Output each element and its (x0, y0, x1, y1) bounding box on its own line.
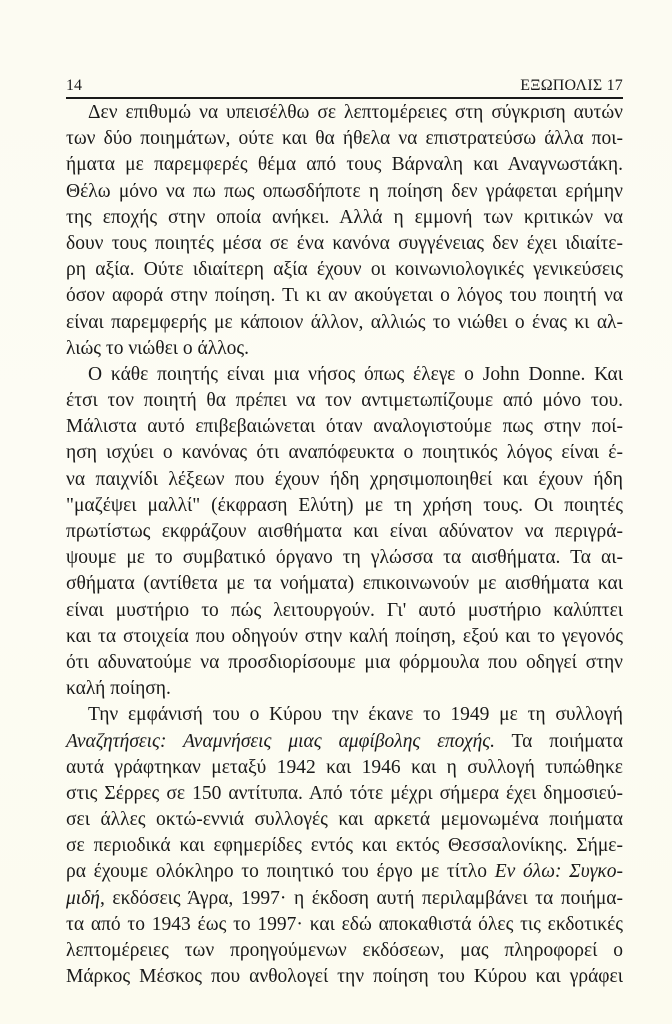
page-number: 14 (66, 77, 82, 94)
text-line: Ο κάθε ποιητής είναι μια νήσος όπως έλεγε ο John Donne. Και (88, 363, 623, 385)
text-line-with-title (66, 886, 623, 912)
text-fragment: ρα έχουμε ολόκληρο το ποιητικό του έργο με τίτλο (66, 861, 487, 883)
text-line: έτσι τον ποιητή θα πρέπει να τον αντιμετωπίζουμε από μόνο του. (66, 390, 623, 412)
text-line-with-title (66, 729, 623, 755)
text-line: Θέλω μόνο να πω πως οπωσδήποτε η ποίηση δεν γράφεται ερήμην (66, 180, 623, 202)
text-line: της εποχής στην οποία ανήκει. Αλλά η εμμονή των κριτικών να (66, 206, 623, 228)
text-line: Μάλιστα αυτό επιβεβαιώνεται όταν αναλογιστούμε πως στην ποί- (66, 416, 623, 438)
text-line: ηση ισχύει ο κανόνας ότι αναπόφευκτα ο ποιητικός λόγος είναι έ- (66, 442, 623, 464)
text-line: σθήματα (αντίθετα με τα νοήματα) επικοινωνούν με αισθήματα και (66, 573, 623, 595)
book-title-italic: μιδή (66, 887, 100, 909)
text-line: Την εμφάνισή του ο Κύρου την έκανε το 1949 με τη συλλογή (88, 704, 623, 726)
text-line: σει άλλες οκτώ-εννιά συλλογές και αρκετά μεμονωμένα ποιήματα (66, 809, 623, 831)
text-line: ότι αδυνατούμε να προσδιορίσουμε μια φόρμουλα που οδηγεί στην (66, 651, 623, 673)
text-line: ψουμε με το συμβατικό όργανο τη γλώσσα τα αισθήματα. Τα αι- (66, 547, 623, 569)
paragraph-3 (66, 702, 623, 990)
text-line: λιώς το νιώθει ο άλλος. (66, 337, 250, 359)
body-text (66, 100, 623, 990)
header-rule (66, 97, 623, 99)
text-line: είναι παρεμφερής με κάποιον άλλον, αλλιώς το νιώθει ο ένας κι αλ- (66, 311, 623, 333)
book-title-italic: Αναζητήσεις: Αναμνήσεις μιας αμφίβολης εποχής. (66, 730, 496, 752)
text-fragment: , εκδόσεις Άγρα, 1997· η έκδοση αυτή περιλαμβάνει τα ποιήμα- (99, 887, 623, 909)
text-line: λεπτομέρειες των προηγούμενων εκδόσεων, μας πληροφορεί ο (66, 940, 623, 961)
text-fragment: Τα ποιήματα (495, 730, 623, 752)
paragraph-2 (66, 362, 623, 702)
text-line: να παιχνίδι λέξεων που έχουν ήδη χρησιμοποιηθεί και έχουν ήδη (66, 468, 623, 490)
text-line: σε περιοδικά και εφημερίδες εντός και εκτός Θεσσαλονίκης. Σήμε- (66, 835, 623, 857)
book-title-italic: Εν όλω: Συγκο- (494, 861, 623, 883)
text-line: "μαζέψει μαλλί" (έκφραση Ελύτη) με τη χρήση τους. Οι ποιητές (66, 494, 623, 516)
text-line: στις Σέρρες σε 150 αντίτυπα. Από τότε μέχρι σήμερα έχει δημοσιεύ- (66, 782, 623, 804)
text-line: είναι μυστήριο το πώς λειτουργούν. Γι' αυτό μυστήριο καλύπτει (66, 599, 623, 621)
text-line: και τα στοιχεία που οδηγούν στην καλή ποίηση, εξού και το γεγονός (66, 625, 623, 647)
text-line: ήματα με παρεμφερές θέμα από τους Βάρναλη και Αναγνωστάκη. (66, 154, 623, 176)
text-line: Δεν επιθυμώ να υπεισέλθω σε λεπτομέρειες στη σύγκριση αυτών (88, 102, 623, 123)
text-line: αυτά γράφτηκαν μεταξύ 1942 και 1946 και η συλλογή τυπώθηκε (66, 756, 623, 778)
text-line: ρη αξία. Ούτε ιδιαίτερη αξία έχουν οι κοινωνιολογικές γενικεύσεις (66, 259, 623, 281)
text-line: δουν τους ποιητές μέσα σε ένα κανόνα συγγένειας δεν έχει ιδιαίτε- (66, 232, 623, 254)
paragraph-1 (66, 100, 623, 362)
text-line: Μάρκος Μέσκος που ανθολογεί την ποίηση του Κύρου και γράφει (66, 966, 623, 988)
text-line: όσον αφορά στην ποίηση. Τι κι αν ακούγεται ο λόγος του ποιητή να (66, 285, 623, 307)
text-line: των δύο ποιημάτων, ούτε και θα ήθελα να επιστρατεύσω άλλα ποι- (66, 128, 623, 150)
journal-title: ΕΞΩΠΟΛΙΣ 17 (520, 77, 623, 94)
text-line: πρωτίστως εκφράζουν αισθήματα και είναι αδύνατον να περιγρά- (66, 521, 623, 542)
text-line: τα από το 1943 έως το 1997· και εδώ αποκαθιστά όλες τις εκδοτικές (66, 913, 623, 935)
text-line: καλή ποίηση. (66, 678, 171, 700)
text-line-with-title (66, 859, 623, 885)
running-header (66, 76, 623, 96)
